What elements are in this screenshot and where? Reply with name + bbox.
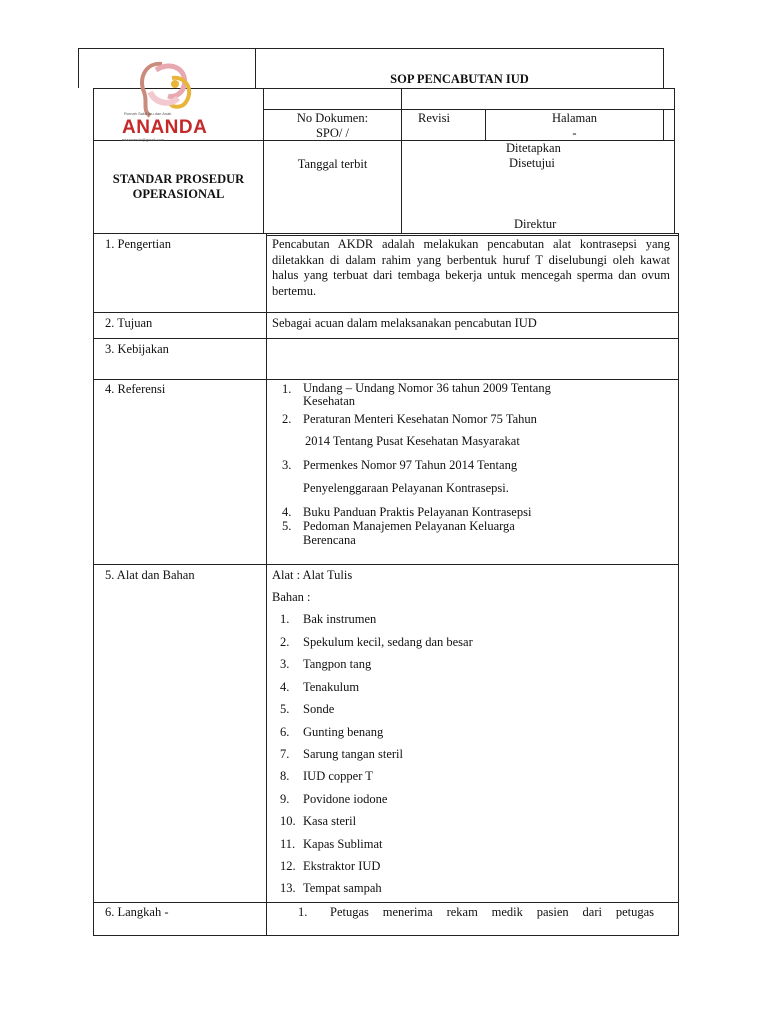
bahan-num: 3. [280,657,290,671]
halaman-cell [486,111,663,141]
document-title: SOP PENCABUTAN IUD [390,72,529,86]
doc-number-label: No Dokumen: [296,111,369,125]
header-top-border [78,48,664,49]
bahan-item [280,635,473,650]
header-left-border-lower [93,88,94,140]
logo-name: ANANDA [122,117,208,138]
bahan-num: 1. [280,612,290,626]
referensi-text-2: Berencana [303,533,356,547]
bahan-item [280,837,383,852]
body-top-border [93,233,679,234]
langkah-num: 1. [298,905,308,919]
tujuan-label: 2. Tujuan [105,316,153,330]
bahan-text: Gunting benang [303,725,384,739]
alat-label: 5. Alat dan Bahan [105,568,195,582]
referensi-num: 1. [282,382,292,396]
bahan-text: Ekstraktor IUD [303,859,381,873]
bahan-text: Sarung tangan steril [303,747,403,761]
doc-number-cell [264,111,401,141]
row-divider-kebijakan [93,338,679,339]
sop-title [94,172,263,202]
logo-tagline: Rumah Sakit Ibu dan Anak [124,111,172,116]
bahan-num: 7. [280,747,290,761]
referensi-item [282,382,602,408]
logo-contact: rsiaananda@gmail.com [122,137,165,142]
header-right-border-lower [674,88,675,233]
row-divider-tujuan [93,312,679,313]
bahan-item [280,769,373,784]
bahan-text: Tempat sampah [303,881,382,895]
bahan-text: IUD copper T [303,769,373,783]
referensi-text-2: 2014 Tentang Pusat Kesehatan Masyarakat [305,434,520,448]
halaman-value: - [572,126,577,140]
bahan-item [280,881,382,896]
referensi-item [282,505,602,520]
pengertian-label: 1. Pengertian [105,237,171,251]
bahan-num: 8. [280,769,290,783]
bahan-line: Bahan : [272,590,311,604]
bahan-text: Spekulum kecil, sedang dan besar [303,635,473,649]
bahan-item [280,612,376,627]
referensi-num: 2. [282,412,292,426]
bahan-text: Tenakulum [303,680,360,694]
langkah-label: 6. Langkah - [105,905,169,919]
header-left-border-upper [78,48,79,88]
bahan-item [280,747,403,762]
referensi-item [282,519,602,547]
bahan-item [280,702,334,717]
tujuan-text: Sebagai acuan dalam melaksanakan pencabutan IUD [272,316,537,330]
bahan-num: 4. [280,680,290,694]
bahan-num: 5. [280,702,290,716]
tanggal-terbit-label: Tanggal terbit [297,157,368,171]
header-right-border-upper [663,48,664,88]
ditetapkan-block [506,141,561,171]
header-halaman-right [663,109,664,140]
kebijakan-label: 3. Kebijakan [105,342,169,356]
bahan-num: 2. [280,635,290,649]
bahan-num: 11. [280,837,296,851]
referensi-item [282,412,602,449]
bahan-text: Tangpon tang [303,657,372,671]
bahan-item [280,792,387,807]
bahan-text: Povidone iodone [303,792,388,806]
referensi-text-2: Kesehatan [303,394,356,408]
langkah-text: Petugas menerima rekam medik pasien dari petugas [330,905,654,919]
referensi-num: 4. [282,505,292,519]
referensi-num: 5. [282,519,292,533]
referensi-text-1: Pedoman Manajemen Pelayanan Keluarga [303,519,515,533]
ditetapkan-label: Ditetapkan [506,141,561,155]
bahan-text: Sonde [303,702,335,716]
bahan-num: 13. [280,881,296,895]
revisi-label: Revisi [418,111,450,125]
direktur-label: Direktur [514,217,557,231]
row-divider-referensi [93,379,679,380]
referensi-text-1: Undang – Undang Nomor 36 tahun 2009 Tentang [303,381,551,395]
bahan-item [280,657,371,672]
referensi-item [282,458,602,496]
referensi-label: 4. Referensi [105,382,166,396]
bahan-item [280,725,383,740]
referensi-text-1: Peraturan Menteri Kesehatan Nomor 75 Tahun [303,412,537,426]
bahan-num: 9. [280,792,290,806]
bahan-num: 6. [280,725,290,739]
header-row-divider-2 [263,109,674,110]
bahan-item [280,814,356,829]
halaman-label: Halaman [551,111,598,125]
sop-title-line2: OPERASIONAL [132,187,225,201]
referensi-text-2: Penyelenggaraan Pelayanan Kontrasepsi. [303,481,509,495]
row-divider-alat [93,564,679,565]
doc-number-value: SPO/ / [315,126,349,140]
alat-line: Alat : Alat Tulis [272,568,353,582]
bahan-text: Kapas Sublimat [303,837,383,851]
sop-title-line1: STANDAR PROSEDUR [112,172,245,186]
body-bottom-border [93,935,679,936]
referensi-text-1: Permenkes Nomor 97 Tahun 2014 Tentang [303,458,518,472]
pengertian-text: Pencabutan AKDR adalah melakukan pencabutan alat kontrasepsi yang diletakkan di dalam rahim yang berbentuk huruf T diselubungi oleh kawat halus yang terbuat dari tembaga bekerja untuk mencegah sperma dan ovum bertemu. [272,237,670,298]
referensi-num: 3. [282,458,292,472]
bahan-num: 12. [280,859,296,873]
referensi-text-1: Buku Panduan Praktis Pelayanan Kontrasepsi [303,505,532,519]
body-top-border-inner [266,235,679,236]
bahan-text: Kasa steril [303,814,357,828]
langkah-item [298,905,654,920]
disetujui-label: Disetujui [509,156,555,170]
bahan-text: Bak instrumen [303,612,377,626]
bahan-item [280,859,380,874]
bahan-num: 10. [280,814,296,828]
row-divider-langkah [93,902,679,903]
bahan-item [280,680,359,695]
